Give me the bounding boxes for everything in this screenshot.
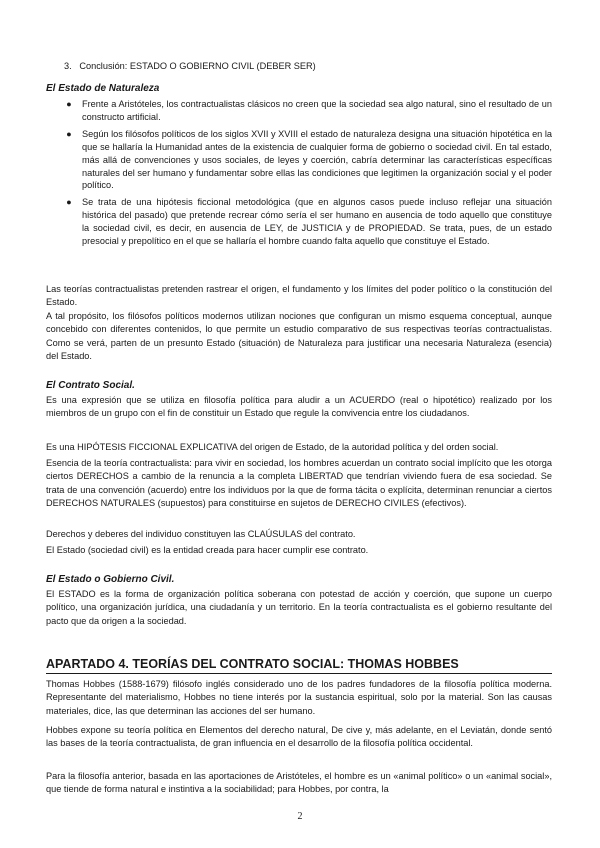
section-title-estado-gobierno: El Estado o Gobierno Civil.: [46, 574, 175, 585]
numbered-item-marker: 3.: [64, 61, 72, 71]
paragraph: Thomas Hobbes (1588-1679) filósofo inglés considerado uno de los padres fundadores de la filosofía política moderna. Representante del materialismo, Hobbes no tiene interés por la sustancia espiritual, solo por la material. Son las causas materiales, dice, las que determinan las acciones del ser humano.: [46, 679, 552, 716]
paragraph: Para la filosofía anterior, basada en las aportaciones de Aristóteles, el hombre es un «animal político» o un «animal social», que tiende de forma natural e instintiva a la sociabilidad; para Hobbes, por contra, la: [46, 771, 552, 795]
numbered-item-text: Conclusión: ESTADO O GOBIERNO CIVIL (DEBER SER): [79, 61, 316, 71]
paragraph: A tal propósito, los filósofos políticos modernos utilizan nociones que configuran un mismo esquema conceptual, aunque concebido con diferentes contenidos, lo que permite un estudio comparativo de sus respectivas teorías contractualistas. Como se verá, parten de un presunto Estado (situación) de Naturaleza para justificar una necesaria Naturaleza (esencia) del Estado.: [46, 311, 552, 362]
page-number: 2: [297, 811, 303, 822]
section-title-contrato-social: El Contrato Social.: [46, 380, 135, 391]
paragraph: Es una expresión que se utiliza en filosofía política para aludir a un ACUERDO (real o hipotético) realizado por los miembros de un grupo con el fin de constituir un Estado que regule la convivencia entre los ciudadanos.: [46, 395, 552, 419]
paragraph: Es una HIPÓTESIS FICCIONAL EXPLICATIVA del origen de Estado, de la autoridad política y del orden social.: [46, 442, 499, 452]
apartado-heading: APARTADO 4. TEORÍAS DEL CONTRATO SOCIAL: THOMAS HOBBES: [46, 656, 552, 674]
section-title-estado-naturaleza: El Estado de Naturaleza: [46, 83, 160, 94]
numbered-item: [64, 60, 552, 73]
paragraph: Las teorías contractualistas pretenden rastrear el origen, el fundamento y los límites del poder político o la constitución del Estado.: [46, 284, 552, 308]
paragraph: El Estado (sociedad civil) es la entidad creada para hacer cumplir ese contrato.: [46, 545, 369, 555]
bullet-icon: ●: [66, 99, 72, 109]
paragraph: Esencia de la teoría contractualista: para vivir en sociedad, los hombres acuerdan un contrato social implícito que les otorga ciertos DERECHOS a cambio de la renuncia a la completa LIBERTAD que tendrían viviendo fuera de esa sociedad. Se trata de una convención (acuerdo) entre los individuos por la que de forma tácita o explícita, determinan renunciar a ciertos DERECHOS NATURALES (supuestos) para constituirse en sujetos de DERECHO CIVILES (efectivos).: [46, 458, 552, 509]
list-item: ● Frente a Aristóteles, los contractualistas clásicos no creen que la sociedad sea algo natural, sino el resultado de un constructo artificial.: [64, 98, 552, 124]
paragraph: El ESTADO es la forma de organización política soberana con potestad de acción y coerción, que supone un cuerpo político, una organización jurídica, una ciudadanía y un territorio. En la teoría contractualista es el gobierno resultante del pacto que da origen a la sociedad.: [46, 589, 552, 626]
bullet-icon: ●: [66, 128, 72, 139]
paragraph: Hobbes expone su teoría política en Elementos del derecho natural, De cive y, más adelante, en el Leviatán, donde sentó las bases de la teoría contractualista, de gran influencia en el desarrollo de la filosofía política occidental.: [46, 725, 552, 749]
list-item: ● Según los filósofos políticos de los siglos XVII y XVIII el estado de naturaleza designa una situación hipotética en la que se hallaría la Humanidad antes de la existencia de cualquier forma de gobierno o sociedad civil. En tal estado, más allá de convenciones y usos sociales, de leyes y coerción, cabría determinar las características específicas naturales del ser humano y fundamentar sobre ellas las condiciones que legitimen la organización social y el poder político.: [64, 128, 552, 193]
list-item: ● Se trata de una hipótesis ficcional metodológica (que en algunos casos puede incluso reflejar una situación histórica del pasado) que pretende recrear cómo sería el ser humano en ausencia de todo aquello que constituye la sociedad civil, es decir, en ausencia de LEY, de JUSTICIA y de PROPIEDAD. Se trata, pues, de un estado presocial y prepolítico en el que se hallaría el hombre cuando falta aquello que constituye el Estado.: [64, 196, 552, 248]
paragraph: Derechos y deberes del individuo constituyen las CLAÚSULAS del contrato.: [46, 529, 356, 539]
bullet-icon: ●: [66, 197, 72, 208]
estado-naturaleza-bullets: [64, 98, 552, 252]
